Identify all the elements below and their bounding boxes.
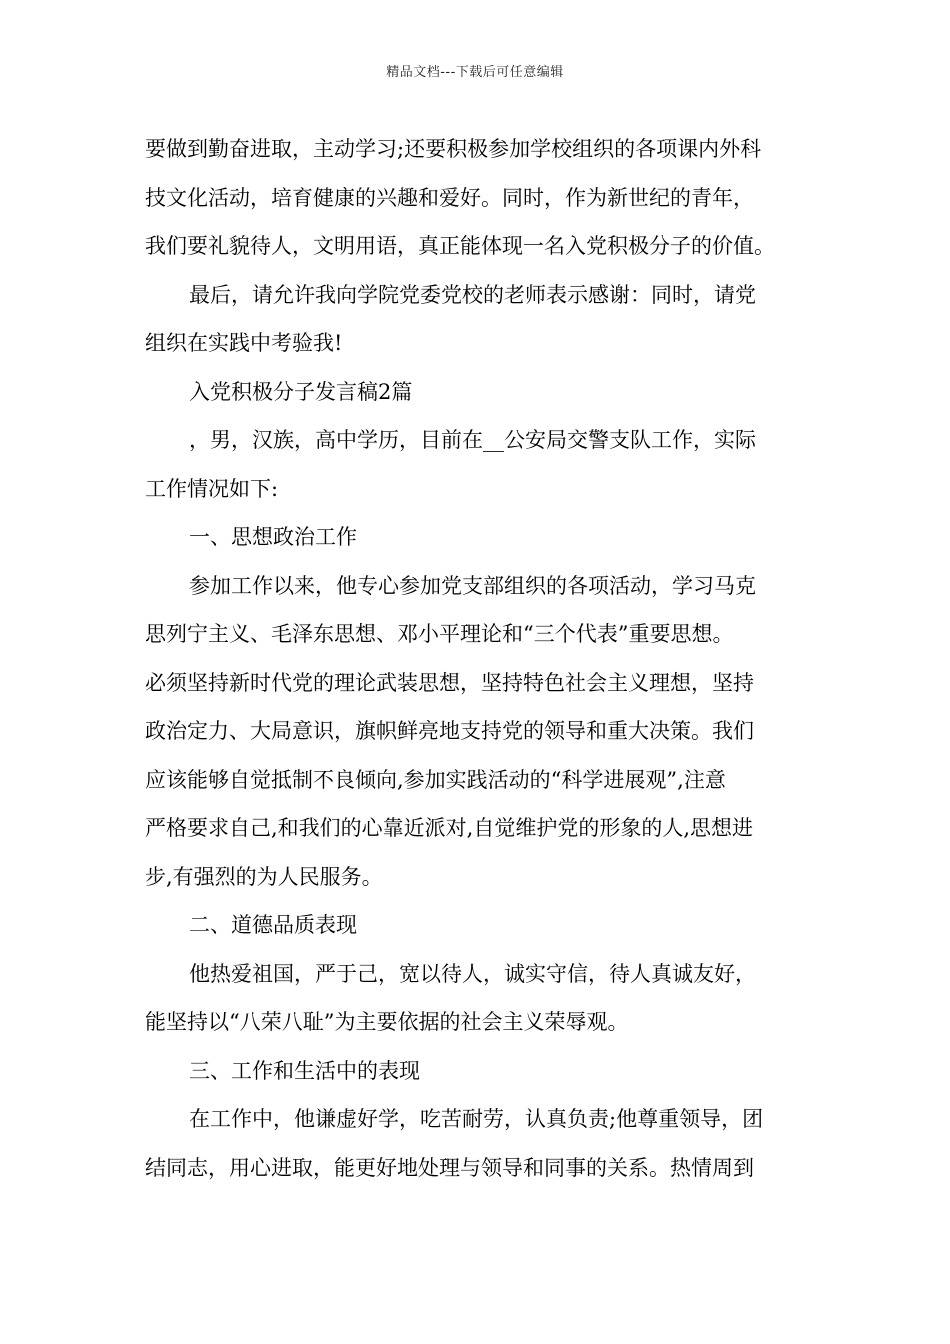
document-body <box>145 125 810 1192</box>
text-line: 严格要求自己,和我们的心靠近派对,自觉维护党的形象的人,思想进 <box>145 816 754 840</box>
section-title <box>145 368 810 417</box>
text-line: 他热爱祖国，严于己，宽以待人，诚实守信，待人真诚友好， <box>189 961 756 986</box>
paragraph <box>145 271 810 368</box>
text-line: 在工作中，他谦虚好学，吃苦耐劳，认真负责;他尊重领导，团 <box>189 1107 764 1131</box>
section-heading <box>145 901 810 950</box>
paragraph <box>145 1095 810 1192</box>
text-line: 参加工作以来，他专心参加党支部组织的各项活动，学习马克 <box>189 573 756 598</box>
text-line: 最后，请允许我向学院党委党校的老师表示感谢：同时，请党 <box>189 282 756 307</box>
text-line: 我们要礼貌待人，文明用语，真正能体现一名入党积极分子的价值。 <box>145 234 775 258</box>
text-line: 要做到勤奋进取，主动学习;还要积极参加学校组织的各项课内外科 <box>145 137 762 161</box>
text-line: 组织在实践中考验我! <box>145 331 343 355</box>
paragraph <box>145 950 810 1047</box>
text-line: 步,有强烈的为人民服务。 <box>145 864 383 889</box>
text-line: 思列宁主义、毛泽东思想、邓小平理论和“三个代表”重要思想。 <box>145 622 734 646</box>
paragraph <box>145 416 810 513</box>
text-line: 三、工作和生活中的表现 <box>189 1058 420 1083</box>
section-heading <box>145 513 810 562</box>
text-line: 结同志，用心进取，能更好地处理与领导和同事的关系。热情周到 <box>145 1155 754 1180</box>
section-heading <box>145 1047 810 1096</box>
text-line: 应该能够自觉抵制不良倾向,参加实践活动的“科学进展观”,注意 <box>145 767 726 792</box>
text-line: 工作情况如下: <box>145 476 279 501</box>
text-line: 必须坚持新时代党的理论武装思想，坚持特色社会主义理想，坚持 <box>145 670 754 695</box>
text-line: 入党积极分子发言稿2篇 <box>189 379 413 404</box>
text-line: 能坚持以“八荣八耻”为主要依据的社会主义荣辱观。 <box>145 1010 629 1034</box>
paragraph <box>145 125 810 271</box>
text-line: 技文化活动，培育健康的兴趣和爱好。同时，作为新世纪的青年， <box>145 185 754 210</box>
paragraph <box>145 562 810 902</box>
page-header: 精品文档---下载后可任意编辑 <box>386 65 564 80</box>
text-line: ，男，汉族，高中学历，目前在__公安局交警支队工作，实际 <box>189 428 756 452</box>
text-line: 政治定力、大局意识，旗帜鲜亮地支持党的领导和重大决策。我们 <box>145 719 754 743</box>
text-line: 一、思想政治工作 <box>189 525 357 549</box>
text-line: 二、道德品质表现 <box>189 913 357 937</box>
